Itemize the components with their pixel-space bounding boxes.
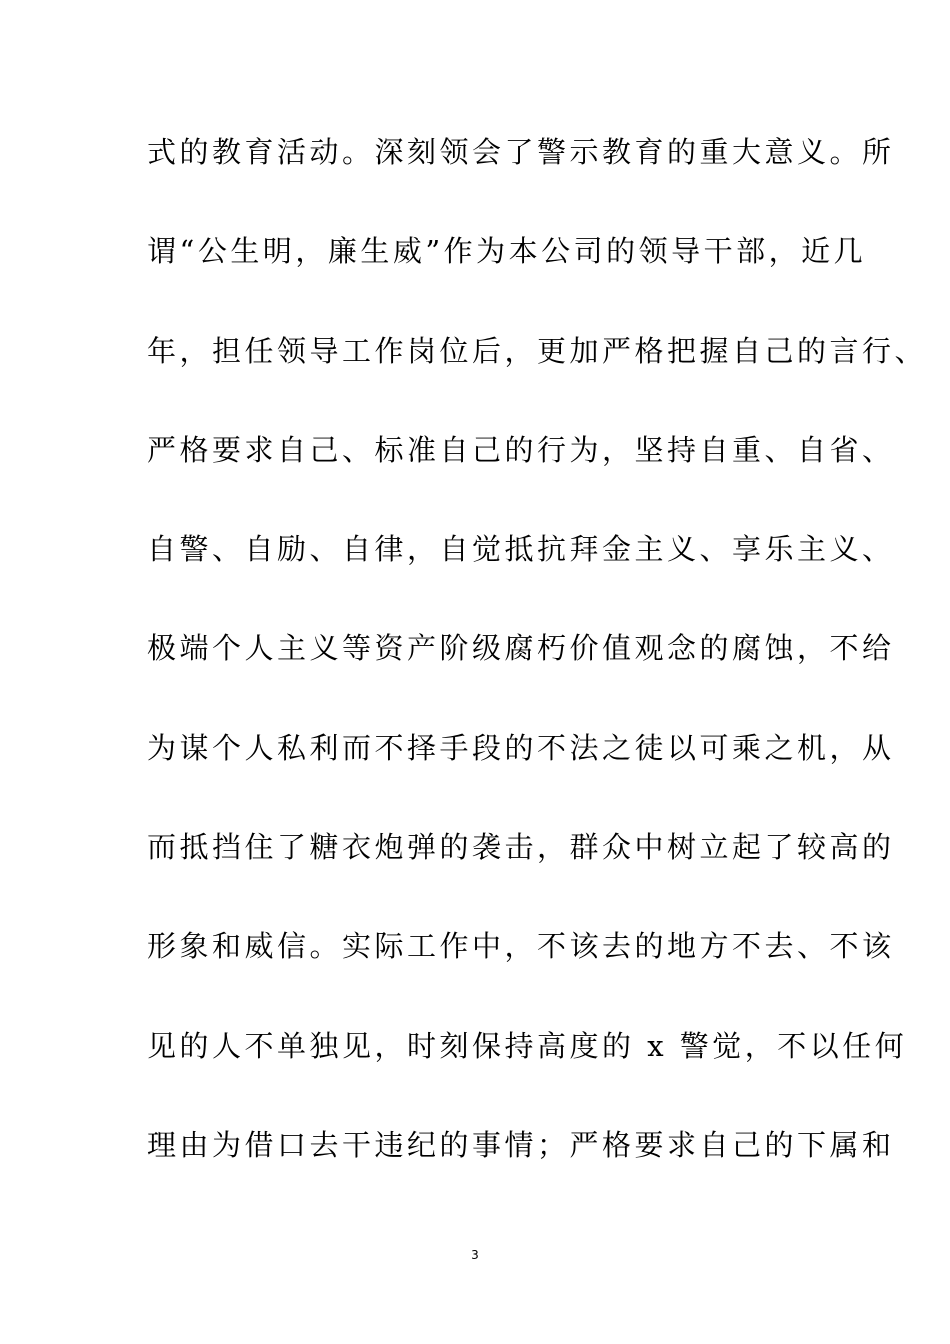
body-text xyxy=(147,126,928,1218)
page-number: 3 xyxy=(471,1248,479,1262)
text-line-9: 形象和威信。实际工作中，不该去的地方不去、不该 xyxy=(147,929,895,964)
text-line-7: 为谋个人私利而不择手段的不法之徒以可乘之机，从 xyxy=(147,730,895,765)
text-line-10: 见的人不单独见，时刻保持高度的 x 警觉，不以任何 xyxy=(147,1028,908,1063)
text-line-4: 严格要求自己、标准自己的行为，坚持自重、自省、 xyxy=(147,432,895,467)
text-line-5: 自警、自励、自律，自觉抵抗拜金主义、享乐主义、 xyxy=(147,532,895,567)
text-line-3: 年，担任领导工作岗位后，更加严格把握自己的言行、 xyxy=(147,333,928,368)
text-line-1: 式的教育活动。深刻领会了警示教育的重大意义。所 xyxy=(147,135,895,169)
text-line-2: 谓“公生明，廉生威”作为本公司的领导干部，近几 xyxy=(147,234,867,269)
text-line-6: 极端个人主义等资产阶级腐朽价值观念的腐蚀，不给 xyxy=(147,631,895,666)
text-line-8: 而抵挡住了糖衣炮弹的袭击，群众中树立起了较高的 xyxy=(147,830,895,865)
text-line-11: 理由为借口去干违纪的事情；严格要求自己的下属和 xyxy=(147,1127,895,1162)
